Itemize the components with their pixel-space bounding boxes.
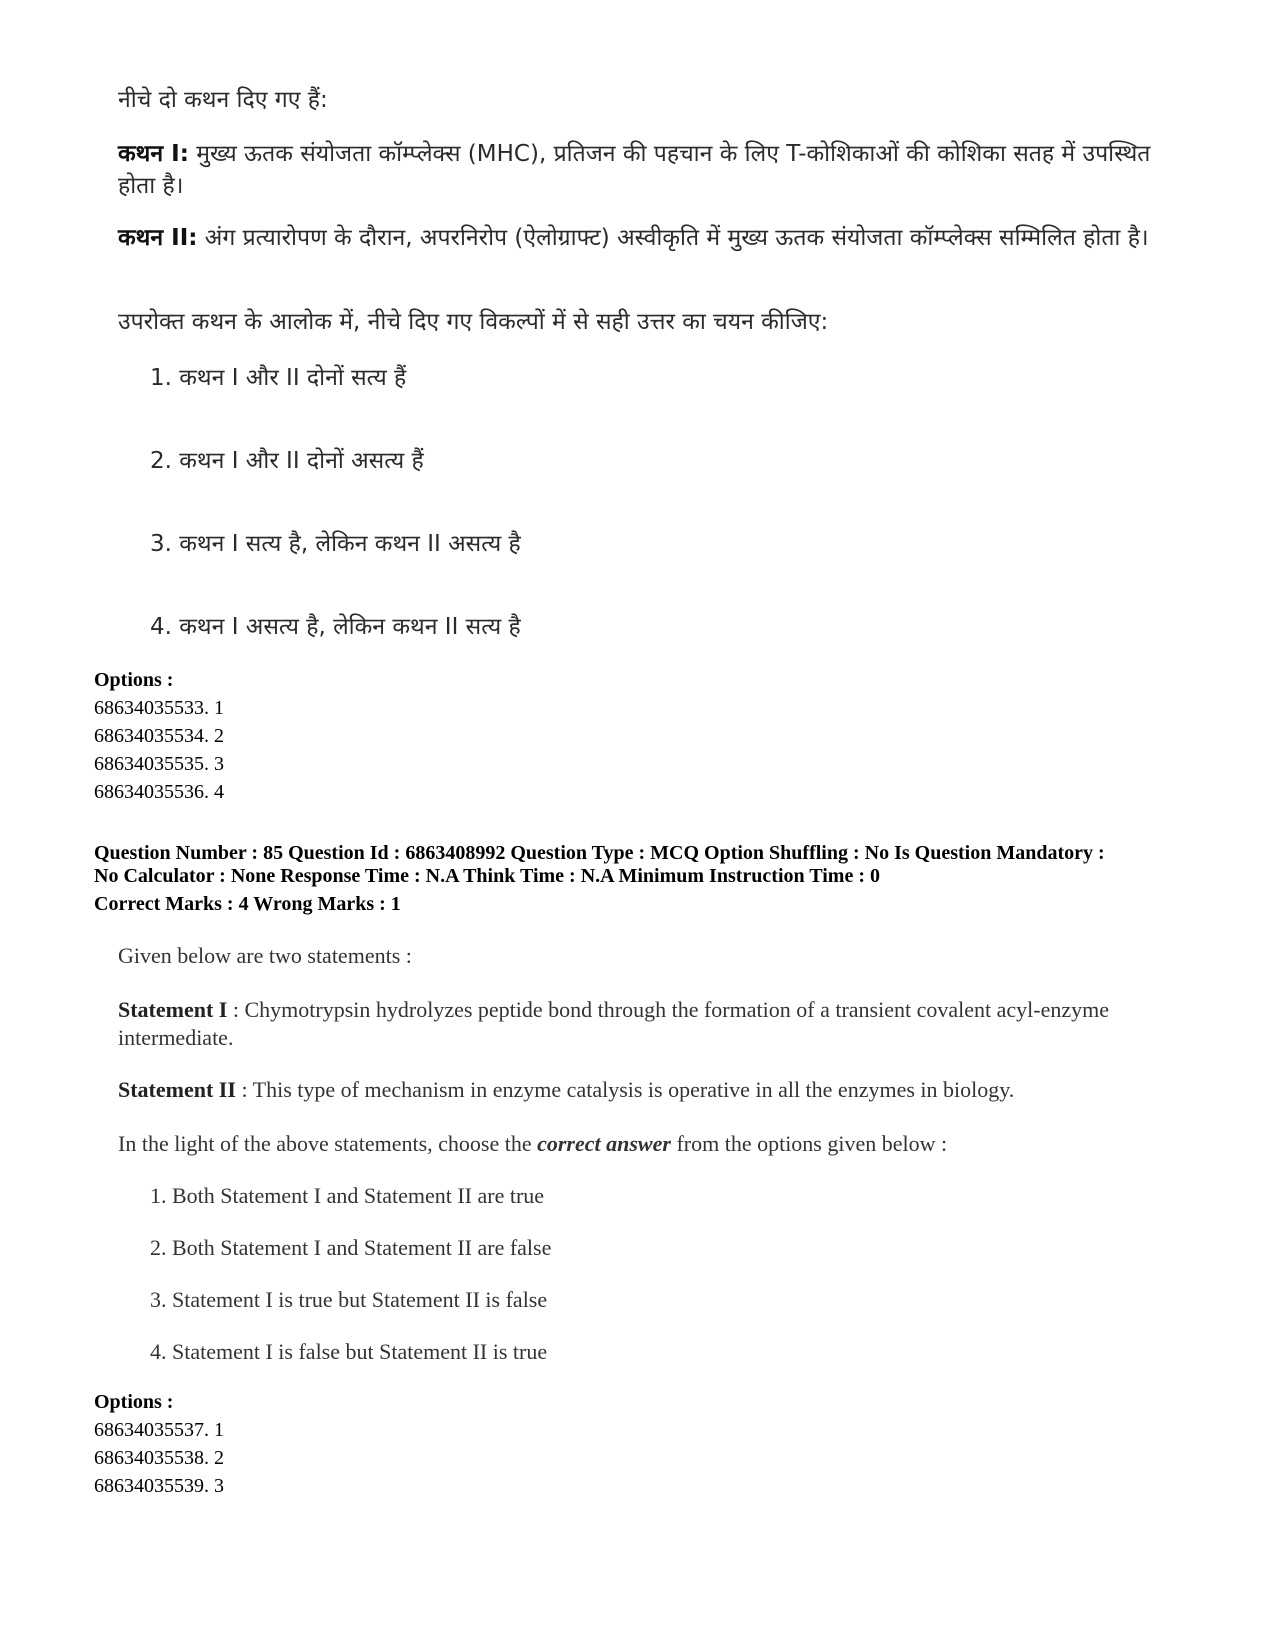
english-instruction-pre: In the light of the above statements, choose the — [118, 1131, 538, 1156]
option-item: 68634035537. 1 — [94, 1419, 224, 1441]
options-block-2 — [94, 1388, 1214, 1500]
hindi-choice-3: 3. कथन I सत्य है, लेकिन कथन II असत्य है — [150, 531, 521, 557]
options-label: Options : — [94, 669, 174, 691]
english-instruction-emphasis: correct answer — [537, 1131, 671, 1156]
english-statement-2-label: Statement II — [118, 1077, 236, 1102]
hindi-statement-2-label: कथन II: — [118, 225, 198, 251]
hindi-statement-1-text: मुख्य ऊतक संयोजता कॉम्प्लेक्स (MHC), प्रतिजन की पहचान के लिए T-कोशिकाओं की कोशिका सतह में उपस्थित होता है। — [118, 141, 1151, 199]
english-choice-3: 3. Statement I is true but Statement II is false — [150, 1287, 548, 1312]
hindi-statement-1-label: कथन I: — [118, 141, 189, 167]
options-block-1 — [94, 666, 1214, 806]
option-item: 68634035536. 4 — [94, 781, 224, 803]
hindi-choice-4: 4. कथन I असत्य है, लेकिन कथन II सत्य है — [150, 614, 521, 640]
hindi-choice-2: 2. कथन I और II दोनों असत्य हैं — [150, 448, 424, 474]
english-instruction — [118, 1130, 1198, 1158]
hindi-statement-2 — [118, 222, 1178, 254]
english-choice-2: 2. Both Statement I and Statement II are false — [150, 1235, 552, 1260]
english-choice-4: 4. Statement I is false but Statement II is true — [150, 1339, 548, 1364]
option-item: 68634035533. 1 — [94, 697, 224, 719]
hindi-choice-1: 1. कथन I और II दोनों सत्य हैं — [150, 365, 407, 391]
english-statement-2 — [118, 1076, 1198, 1104]
question-meta — [94, 842, 1214, 916]
english-instruction-post: from the options given below : — [670, 1131, 948, 1156]
question-meta-line-2: No Calculator : None Response Time : N.A Think Time : N.A Minimum Instruction Time : 0 — [94, 865, 880, 887]
english-choice-1: 1. Both Statement I and Statement II are true — [150, 1183, 545, 1208]
question-meta-line-1: Question Number : 85 Question Id : 6863408992 Question Type : MCQ Option Shuffling : No Is Question Mandatory : — [94, 842, 1105, 864]
option-item: 68634035534. 2 — [94, 725, 224, 747]
hindi-statement-2-text: अंग प्रत्यारोपण के दौरान, अपरनिरोप (ऐलोग्राफ्ट) अस्वीकृति में मुख्य ऊतक संयोजता कॉम्प्लेक्स सम्मिलित होता है। — [197, 225, 1149, 251]
option-item: 68634035535. 3 — [94, 753, 224, 775]
option-item: 68634035538. 2 — [94, 1447, 224, 1469]
english-statement-2-text: : This type of mechanism in enzyme catalysis is operative in all the enzymes in biology. — [235, 1077, 1015, 1102]
english-statement-1-label: Statement I — [118, 997, 228, 1022]
english-statement-1 — [118, 996, 1198, 1052]
hindi-intro: नीचे दो कथन दिए गए हैं: — [118, 87, 328, 113]
option-item: 68634035539. 3 — [94, 1475, 224, 1497]
english-intro: Given below are two statements : — [118, 943, 412, 968]
question-meta-marks: Correct Marks : 4 Wrong Marks : 1 — [94, 893, 401, 915]
options-label: Options : — [94, 1391, 174, 1413]
english-statement-1-text: : Chymotrypsin hydrolyzes peptide bond through the formation of a transient covalent acyl-enzyme intermediate. — [118, 997, 1109, 1050]
hindi-statement-1 — [118, 138, 1178, 202]
hindi-instruction: उपरोक्त कथन के आलोक में, नीचे दिए गए विकल्पों में से सही उत्तर का चयन कीजिए: — [118, 309, 829, 335]
